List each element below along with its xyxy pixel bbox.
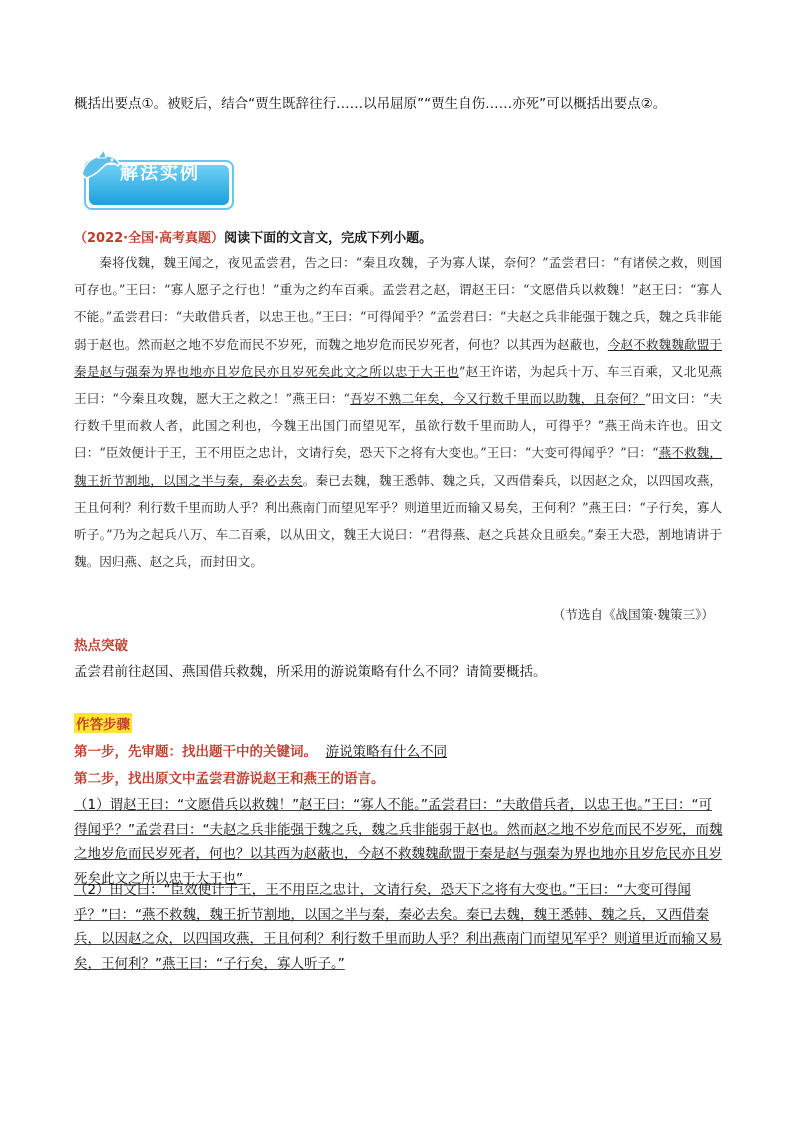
section-badge xyxy=(78,148,234,212)
passage-part-2: ”赵王许诺，为起兵十万、车三百乘，又北见燕王曰：“今秦且攻魏，愿大王之救之！”燕王曰：“ xyxy=(74,363,722,407)
steps-title: 作答步骤 xyxy=(74,713,132,733)
passage-underline-1: 今赵不救魏魏歃盟于秦是赵与强秦为界也地亦且岁危民亦且岁死矣此文之所以忠于大王也 xyxy=(74,336,723,379)
step-2 xyxy=(74,767,385,787)
step-1 xyxy=(74,740,447,760)
hot-section-title: 热点突破 xyxy=(74,638,128,654)
passage-paragraph xyxy=(74,249,722,575)
dolphin-icon xyxy=(78,148,122,184)
step-1-keyword: 游说策略有什么不同 xyxy=(325,744,448,760)
classical-passage xyxy=(74,249,722,575)
question-line xyxy=(74,227,432,246)
passage-citation: （节选自《战国策·魏策三》） xyxy=(552,607,714,622)
passage-part-4: 。秦已去魏，魏王悉韩、魏之兵，又西借秦兵，以因赵之众，以四国攻燕，王且何利？利行数千里而助人乎？利出燕南门而望见军乎？则道里近而输又易矣，王何利？”燕王曰：“子行矣，寡人听子。”乃为之起兵八万、车二百乘，以从田文，魏王大说曰：“君得燕、赵之兵甚众且亟矣。”秦王大恐，割地请讲于魏。因归燕、赵之兵，而封田文。 xyxy=(74,472,723,570)
passage-underline-2: 吾岁不熟二年矣，今又行数千里而以助魏，且奈何？ xyxy=(349,391,645,407)
hot-question: 孟尝君前往赵国、燕国借兵救魏，所采用的游说策略有什么不同？请简要概括。 xyxy=(74,664,547,680)
passage-part-1: 秦将伐魏，魏王闻之，夜见孟尝君，告之曰：“秦且攻魏，子为寡人谋，奈何？”孟尝君曰：“有诸侯之救，则国可存也。”王曰：“寡人愿子之行也！”重为之约车百乘。孟尝君之赵，谓赵王曰：“文愿借兵以救魏！”赵王曰：“寡人不能。”孟尝君曰：“夫敢借兵者，以忠王也。”王曰：“可得闻乎？”孟尝君曰：“夫赵之兵非能强于魏之兵，魏之兵非能弱于赵也。然而赵之地不岁危而民不岁死，而魏之地岁危而民岁死者，何也？以其西为赵蔽也， xyxy=(74,255,722,352)
answer-1: （1）谓赵王曰：“文愿借兵以救魏！”赵王曰：“寡人不能。”孟尝君曰：“夫敢借兵者，以忠王也。”王曰：“可得闻乎？”孟尝君曰：“夫赵之兵非能强于魏之兵，魏之兵非能弱于赵也。然而赵之地不岁危而民不岁死，而魏之地岁危而民岁死者，何也？以其西为赵蔽也，今赵不救魏魏歃盟于秦是赵与强秦为界也地亦且岁危民亦且岁死矣此文之所以忠于大王也” xyxy=(74,797,723,887)
question-source: （2022·全国·高考真题） xyxy=(74,231,225,246)
step-1-label: 第一步，先审题： xyxy=(74,744,182,760)
question-instruction: 阅读下面的文言文，完成下列小题。 xyxy=(224,231,433,246)
step-1-text: 找出题干中的关键词。 xyxy=(182,744,317,760)
step-2-label: 第二步， xyxy=(74,771,128,787)
badge-label: 解法实例 xyxy=(120,163,200,184)
answer-2: （2）田文曰：“臣效便计于王，王不用臣之忠计，文请行矣，恐天下之将有大变也。”王曰：“大变可得闻乎？”曰：“燕不救魏，魏王折节割地，以国之半与秦，秦必去矣。秦已去魏，魏王悉韩、魏之兵，又西借秦兵，以因赵之众，以四国攻燕，王且何利？利行数千里而助人乎？利出燕南门而望见军乎？则道里近而输又易矣，王何利？”燕王曰：“子行矣，寡人听子。” xyxy=(74,882,722,972)
passage-underline-3: 燕不救魏，魏王折节割地，以国之半与秦，秦必去矣 xyxy=(74,445,722,488)
step-2-text: 找出原文中孟尝君游说赵王和燕王的语言。 xyxy=(128,771,385,787)
passage-part-3: ”田文曰：“夫行数千里而救人者，此国之利也，今魏王出国门而望见军，虽欲行数千里而助人，可得乎？”燕王尚未许也。田文曰：“臣效便计于王，王不用臣之忠计，文请行矣，恐天下之将有大变也。”王曰：“大变可得闻乎？”曰：“ xyxy=(74,391,722,461)
intro-paragraph: 概括出要点①。被贬后，结合“贾生既辞往行……以吊屈原”“贾生自伤……亦死”可以概括出要点②。 xyxy=(74,96,667,112)
